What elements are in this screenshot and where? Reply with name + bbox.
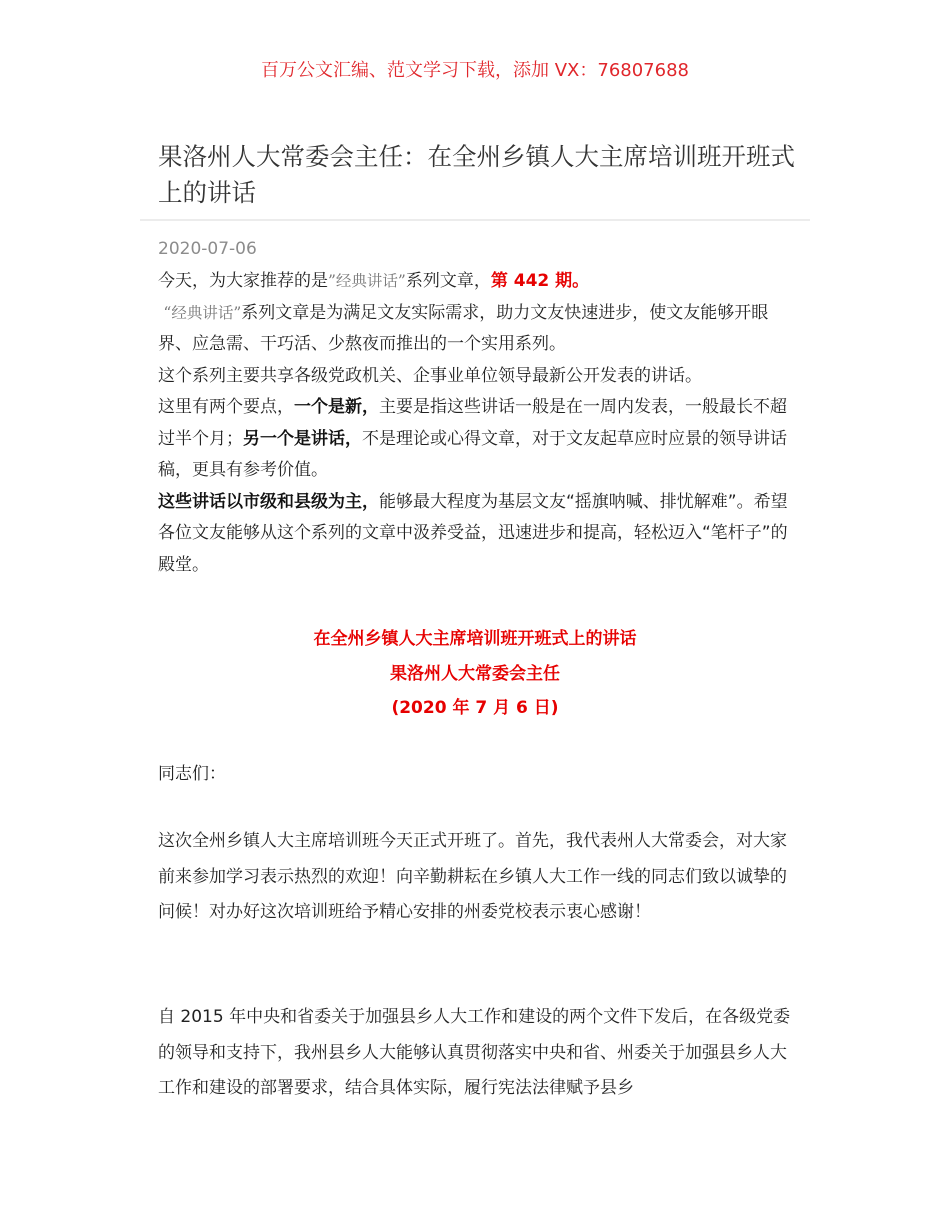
promo-banner: 百万公文汇编、范文学习下载，添加 VX：76807688 [261, 60, 689, 81]
speech-date: (2020 年 7 月 6 日) [391, 698, 559, 718]
intro-line-4: 这里有两个要点，一个是新，主要是指这些讲话一般是在一周内发表，一般最长不超过半个月；另一个是讲话，不是理论或心得文章，对于文友起草应时应景的领导讲话稿，更具有参考价值。 [158, 397, 787, 480]
speech-greeting: 同志们： [158, 764, 226, 784]
speech-header [0, 622, 950, 726]
issue-number: 第 442 期。 [490, 271, 590, 291]
series-intro [158, 266, 798, 581]
intro-line-1: 今天，为大家推荐的是”经典讲话”系列文章，第 442 期。 [158, 271, 590, 291]
intro-line-5: 这些讲话以市级和县级为主，能够最大程度为基层文友“摇旗呐喊、排忧解难”。希望各位文友能够从这个系列的文章中汲养受益，迅速进步和提高，轻松迈入“笔杆子”的殿堂。 [158, 491, 788, 575]
series-name-quote-2: “经典讲话” [163, 303, 242, 322]
series-name-quote: ”经典讲话” [328, 272, 406, 290]
publish-date: 2020-07-06 [158, 239, 257, 259]
speech-paragraph-2: 自 2015 年中央和省委关于加强县乡人大工作和建设的两个文件下发后，在各级党委的领导和支持下，我州县乡人大能够认真贯彻落实中央和省、州委关于加强县乡人大工作和建设的部署要求，结合具体实际，履行宪法法律赋予县乡 [158, 1007, 791, 1098]
article-title: 果洛州人大常委会主任：在全州乡镇人大主席培训班开班式上的讲话 [158, 142, 795, 207]
title-divider [140, 219, 810, 221]
speech-speaker: 果洛州人大常委会主任 [390, 663, 560, 684]
key-point-speech: 另一个是讲话， [243, 428, 362, 449]
intro-line-2: “经典讲话”系列文章是为满足文友实际需求，助力文友快速进步，使文友能够开眼界、应急需、干巧活、少熬夜而推出的一个实用系列。 [158, 302, 769, 354]
intro-line-3: 这个系列主要共享各级党政机关、企事业单位领导最新公开发表的讲话。 [158, 365, 702, 386]
speech-paragraph-1: 这次全州乡镇人大主席培训班今天正式开班了。首先，我代表州人大常委会，对大家前来参加学习表示热烈的欢迎！向辛勤耕耘在乡镇人大工作一线的同志们致以诚挚的问候！对办好这次培训班给予精心安排的州委党校表示衷心感谢！ [158, 831, 787, 922]
key-point-new: 一个是新， [294, 397, 379, 417]
speech-title: 在全州乡镇人大主席培训班开班式上的讲话 [313, 629, 637, 649]
key-point-level: 这些讲话以市级和县级为主， [158, 491, 379, 512]
